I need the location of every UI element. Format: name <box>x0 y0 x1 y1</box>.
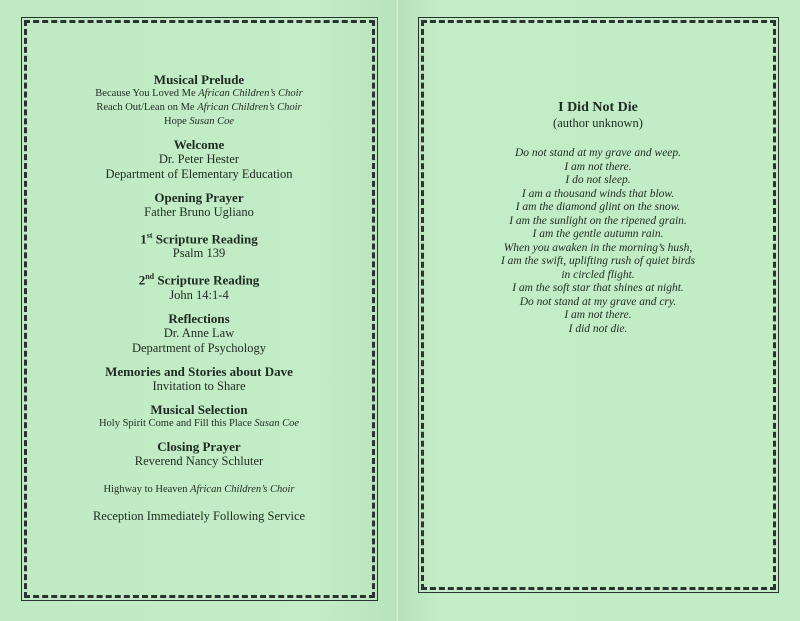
poem <box>440 100 756 336</box>
section-title: Closing Prayer <box>157 438 241 454</box>
poem-line: I am the sunlight on the ripened grain. <box>509 214 687 227</box>
page-fold <box>395 0 399 621</box>
poem-line: Do not stand at my grave and cry. <box>519 295 677 308</box>
section-title: Musical Prelude <box>153 72 245 87</box>
program-section-second-scripture <box>40 269 358 302</box>
poem-line: I am not there. <box>564 160 632 173</box>
section-title: Welcome <box>173 137 225 152</box>
poem-line: Do not stand at my grave and weep. <box>514 147 682 159</box>
program-line: Department of Psychology <box>131 340 266 355</box>
section-title: Musical Selection <box>150 401 248 417</box>
closing-song <box>40 483 358 497</box>
song-title: Hope <box>164 116 190 127</box>
section-title: Reflections <box>168 310 230 326</box>
song-title: Holy Spirit Come and Fill this Place <box>98 417 255 429</box>
program-section-musical-selection <box>40 402 358 431</box>
performer: African Children’s Choir <box>198 88 303 99</box>
program-section-closing-prayer <box>40 439 358 469</box>
poem-line: When you awaken in the morning’s hush, <box>503 241 693 254</box>
poem-line: I am the gentle autumn rain. <box>532 228 664 240</box>
section-title-text: Scripture Reading <box>152 231 258 247</box>
song-title: Highway to Heaven <box>103 483 191 495</box>
section-title <box>40 228 358 246</box>
ordinal-suffix: st <box>146 231 153 240</box>
service-program <box>40 72 358 524</box>
poem-title: I Did Not Die <box>558 100 638 115</box>
program-line <box>40 417 358 431</box>
program-line <box>40 101 358 115</box>
song-title: Because You Loved Me <box>95 88 199 99</box>
performer: Susan Coe <box>254 417 300 429</box>
poem-line: in circled flight. <box>561 268 635 281</box>
program-section-musical-prelude <box>40 72 358 129</box>
reception-note: Reception Immediately Following Service <box>92 508 306 523</box>
performer: African Children’s Choir <box>197 102 302 113</box>
performer: African Children’s Choir <box>190 483 295 495</box>
program-section-reflections <box>40 311 358 356</box>
program-line: Psalm 139 <box>172 246 226 261</box>
ordinal-suffix: nd <box>145 272 155 282</box>
poem-line: I am not there. <box>564 309 632 321</box>
performer: Susan Coe <box>189 116 234 127</box>
poem-line: I am the soft star that shines at night. <box>512 282 684 294</box>
poem-line: I did not die. <box>568 322 628 335</box>
ordinal-number: 1 <box>140 231 147 247</box>
ordinal-number: 2 <box>138 272 146 288</box>
program-line <box>40 87 358 101</box>
section-title <box>40 269 358 287</box>
program-line: Dr. Peter Hester <box>158 152 240 166</box>
program-line: Dr. Anne Law <box>163 325 235 340</box>
program-line: Department of Elementary Education <box>105 167 293 181</box>
program-section-opening-prayer <box>40 190 358 220</box>
poem-author: (author unknown) <box>553 116 643 130</box>
program-section-memories <box>40 364 358 394</box>
poem-line: I do not sleep. <box>565 174 631 186</box>
program-line: Invitation to Share <box>152 378 246 393</box>
section-title: Opening Prayer <box>154 190 244 205</box>
program-line <box>40 115 358 129</box>
program-section-welcome <box>40 137 358 182</box>
section-title-text: Scripture Reading <box>154 272 260 288</box>
song-title: Reach Out/Lean on Me <box>96 102 198 113</box>
poem-line: I am the swift, uplifting rush of quiet birds <box>500 255 696 267</box>
poem-line: I am a thousand winds that blow. <box>521 187 675 200</box>
program-line: Reverend Nancy Schluter <box>134 453 264 468</box>
program-section-first-scripture <box>40 228 358 261</box>
poem-line: I am the diamond glint on the snow. <box>515 201 681 213</box>
program-line: John 14:1-4 <box>169 287 229 302</box>
program-line: Father Bruno Ugliano <box>144 205 254 219</box>
poem-body <box>440 147 756 336</box>
section-title: Memories and Stories about Dave <box>105 363 293 379</box>
